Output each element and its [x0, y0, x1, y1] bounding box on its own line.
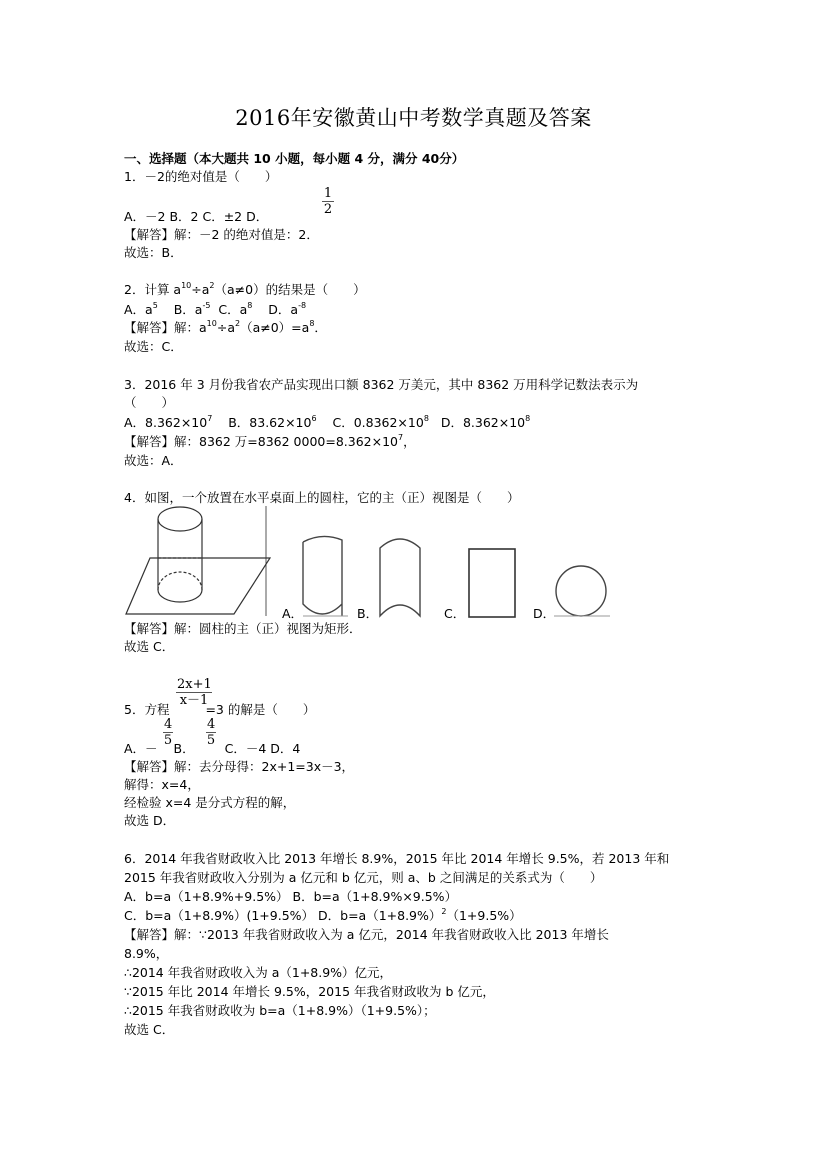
q5-equation-fraction: $\frac{2x+1}{x-1}$	[177, 677, 212, 708]
q5-choice: 故选 D．	[124, 813, 176, 828]
q6-stem-line1: 6．2014 年我省财政收入比 2013 年增长 8.9%，2015 年比 2014 年增长 9.5%，若 2013 年和	[124, 851, 670, 866]
q3-options: A．$8.362\times 10^7$ B．$83.62\times 10^6$ C．$0.8362\times 10^8$ D．$8.362\times 10^8$	[124, 414, 531, 430]
q4-stem: 4．如图，一个放置在水平桌面上的圆柱，它的主（正）视图是（ ）	[124, 490, 520, 505]
q1-options: A．－2 B．2 C．±2 D．	[124, 209, 269, 224]
q5-options: A．－ B． C．－4 D．4	[124, 741, 301, 756]
q4-answer: 【解答】解：圆柱的主（正）视图为矩形．	[124, 621, 362, 636]
q6-answer-line-4: ∵2015 年比 2014 年增长 9.5%，2015 年我省财政收为 b 亿元，	[124, 984, 495, 999]
q2-choice: 故选：C．	[124, 339, 183, 354]
q4-label-a: A．	[282, 606, 304, 621]
q6-choice: 故选 C．	[124, 1022, 175, 1037]
q4-label-d: D．	[533, 606, 556, 621]
q5-option-b-fraction: $\frac{4}{5}$	[206, 717, 216, 748]
q1-stem: 1．－2的绝对值是（ ）	[124, 169, 278, 184]
q6-options-ab: A．b=a（1+8.9%+9.5%） B．b=a（1+8.9%×9.5%）	[124, 889, 458, 904]
q2-stem: 2．计算 $a^{10}\div a^2(a\ne 0)$的结果是（ ）	[124, 281, 366, 297]
q4-label-b: B．	[357, 606, 379, 621]
q1-answer: 【解答】解：－2 的绝对值是：2．	[124, 227, 319, 242]
q2-answer: 【解答】解：$a^{10}\div a^2(a\ne 0)=a^8$．	[124, 319, 327, 335]
q6-options-cd: C．b=a（1+8.9%）(1+9.5%） D．$b=a(1+8.9\%)^2(1+9.5\%)$	[124, 907, 522, 923]
q5-stem: 5．方程 =3 的解是（ ）	[124, 702, 316, 717]
option-a-shape-icon	[300, 534, 348, 618]
q2-options: A．$a^5$ B．$a^{-5}$ C．$a^8$ D．$a^{-8}$	[124, 301, 307, 317]
q6-answer-line-5: ∴2015 年我省财政收为 b=a（1+8.9%）（1+9.5%）；	[124, 1003, 436, 1018]
q6-answer-line-1: 【解答】解：∵2013 年我省财政收入为 a 亿元，2014 年我省财政收入比 2013 年增长	[124, 927, 609, 942]
option-d-circle-icon	[554, 564, 610, 620]
q5-option-a-fraction: $\frac{4}{5}$	[163, 717, 173, 748]
section-heading: 一、选择题（本大题共 10 小题，每小题 4 分，满分 40分）	[124, 151, 465, 166]
q6-stem-line2: 2015 年我省财政收入分别为 a 亿元和 b 亿元，则 a、b 之间满足的关系式为（ ）	[124, 870, 603, 885]
q4-label-c: C．	[444, 606, 466, 621]
q5-answer-line-2: 解得：x=4，	[124, 777, 200, 792]
q3-stem-line1: 3．2016 年 3 月份我省农产品实现出口额 8362 万美元，其中 8362 万用科学记数法表示为	[124, 377, 639, 392]
q1-choice: 故选：B．	[124, 245, 183, 260]
q6-answer-line-3: ∴2014 年我省财政收入为 a（1+8.9%）亿元，	[124, 965, 393, 980]
q1-option-d-fraction: $\frac{1}{2}$	[323, 186, 333, 217]
q6-answer-line-2: 8.9%，	[124, 946, 169, 961]
option-c-rectangle-icon	[467, 547, 517, 619]
q3-stem-line2: （ ）	[124, 395, 175, 410]
q5-answer-line-1: 【解答】解：去分母得：2x+1=3x－3，	[124, 759, 355, 774]
option-b-shape-icon	[378, 534, 424, 618]
q5-answer-line-3: 经检验 x=4 是分式方程的解，	[124, 795, 296, 810]
q4-choice: 故选 C．	[124, 639, 175, 654]
q3-choice: 故选：A．	[124, 453, 183, 468]
cylinder-on-table-figure	[124, 506, 270, 618]
page-title: 2016年安徽黄山中考数学真题及答案	[235, 106, 592, 130]
q3-answer: 【解答】解：8362 万=8362 $0000=8.362\times 10^7$，	[124, 433, 416, 449]
